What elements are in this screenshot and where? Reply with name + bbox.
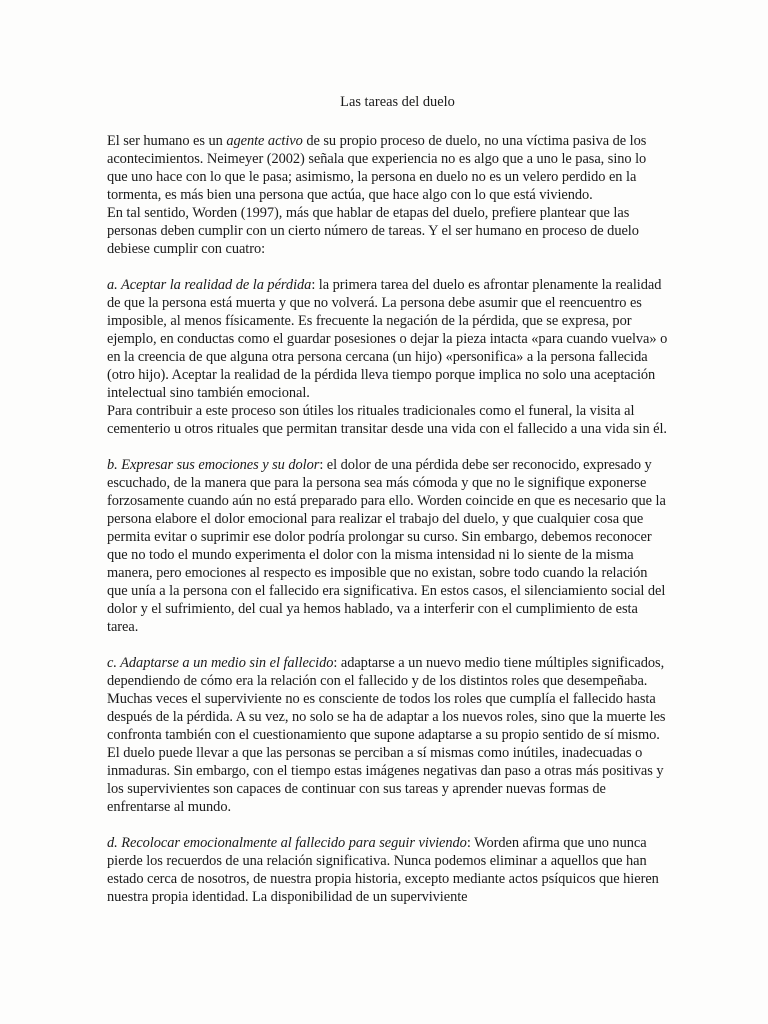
intro-paragraph-1 bbox=[107, 132, 668, 204]
task-b-body: : el dolor de una pérdida debe ser reconocido, expresado y escuchado, de la manera que para la persona sea más cómoda y que no le signifique exponerse forzosamente cuando aún no está preparado para ello. Worden coincide en que es necesario que la persona elabore el dolor emocional para realizar el trabajo del duelo, y que cualquier cosa que permita evitar o suprimir ese dolor podría prolongar su curso. Sin embargo, debemos reconocer que no todo el mundo experimenta el dolor con la misma intensidad ni lo siente de la misma manera, pero emociones al respecto es imposible que no existan, sobre todo cuando la relación que unía a la persona con el fallecido era significativa. En estos casos, el silenciamiento social del dolor y el sufrimiento, del cual ya hemos hablado, va a interferir con el cumplimiento de esta tarea. bbox=[107, 457, 666, 635]
task-a-heading: a. Aceptar la realidad de la pérdida bbox=[107, 277, 312, 293]
intro-emphasis: agente activo bbox=[226, 133, 303, 149]
task-d-body: : Worden afirma que uno nunca pierde los recuerdos de una relación significativa. Nunca podemos eliminar a aquellos que han estado cerca de nosotros, de nuestra propia historia, excepto mediante actos psíquicos que hieren nuestra propia identidad. La disponibilidad de un superviviente bbox=[107, 835, 659, 905]
task-c-heading: c. Adaptarse a un medio sin el fallecido bbox=[107, 655, 334, 671]
task-d-heading: d. Recolocar emocionalmente al fallecido para seguir viviendo bbox=[107, 835, 467, 851]
task-c-paragraph bbox=[107, 654, 668, 816]
paragraph-spacer bbox=[107, 438, 668, 456]
task-a-paragraph bbox=[107, 276, 668, 402]
intro-text-b: de su propio proceso de duelo, no una víctima pasiva de los acontecimientos. Neimeyer (2002) señala que experiencia no es algo que a uno le pasa, sino lo que uno hace con lo que le pasa; asimismo, la persona en duelo no es un velero perdido en la tormenta, es más bien una persona que actúa, que hace algo con lo que está viviendo. bbox=[107, 133, 647, 203]
intro-paragraph-2: En tal sentido, Worden (1997), más que hablar de etapas del duelo, prefiere plantear que las personas deben cumplir con un cierto número de tareas. Y el ser humano en proceso de duelo debiese cumplir con cuatro: bbox=[107, 205, 639, 257]
task-c-body: : adaptarse a un nuevo medio tiene múltiples significados, dependiendo de cómo era la relación con el fallecido y de los distintos roles que desempeñaba. Muchas veces el superviviente no es consciente de todos los roles que cumplía el fallecido hasta después de la pérdida. A su vez, no solo se ha de adaptar a los nuevos roles, sino que la muerte les confronta también con el cuestionamiento que supone adaptarse a su propio sentido de sí mismo. El duelo puede llevar a que las personas se perciban a sí mismas como inútiles, inadecuadas o inmaduras. Sin embargo, con el tiempo estas imágenes negativas dan paso a otras más positivas y los supervivientes son capaces de continuar con sus tareas y aprender nuevas formas de enfrentarse al mundo. bbox=[107, 655, 666, 815]
task-a-body: : la primera tarea del duelo es afrontar plenamente la realidad de que la persona está muerta y que no volverá. La persona debe asumir que el reencuentro es imposible, al menos físicamente. Es frecuente la negación de la pérdida, que se expresa, por ejemplo, en conductas como el guardar posesiones o dejar la pieza intacta «para cuando vuelva» o en la creencia de que alguna otra persona cercana (un hijo) «personifica» a la persona fallecida (otro hijo). Aceptar la realidad de la pérdida lleva tiempo porque implica no solo una aceptación intelectual sino también emocional. bbox=[107, 277, 668, 401]
paragraph-spacer bbox=[107, 258, 668, 276]
task-d-paragraph bbox=[107, 834, 668, 906]
intro-text-a: El ser humano es un bbox=[107, 133, 227, 149]
task-b-paragraph bbox=[107, 456, 668, 636]
task-a-paragraph-2: Para contribuir a este proceso son útiles los rituales tradicionales como el funeral, la visita al cementerio u otros rituales que permitan transitar desde una vida con el fallecido a una vida sin él. bbox=[107, 403, 667, 437]
task-b-heading: b. Expresar sus emociones y su dolor bbox=[107, 457, 320, 473]
paragraph-spacer bbox=[107, 816, 668, 834]
document-title: Las tareas del duelo bbox=[340, 94, 455, 110]
paragraph-spacer bbox=[107, 636, 668, 654]
